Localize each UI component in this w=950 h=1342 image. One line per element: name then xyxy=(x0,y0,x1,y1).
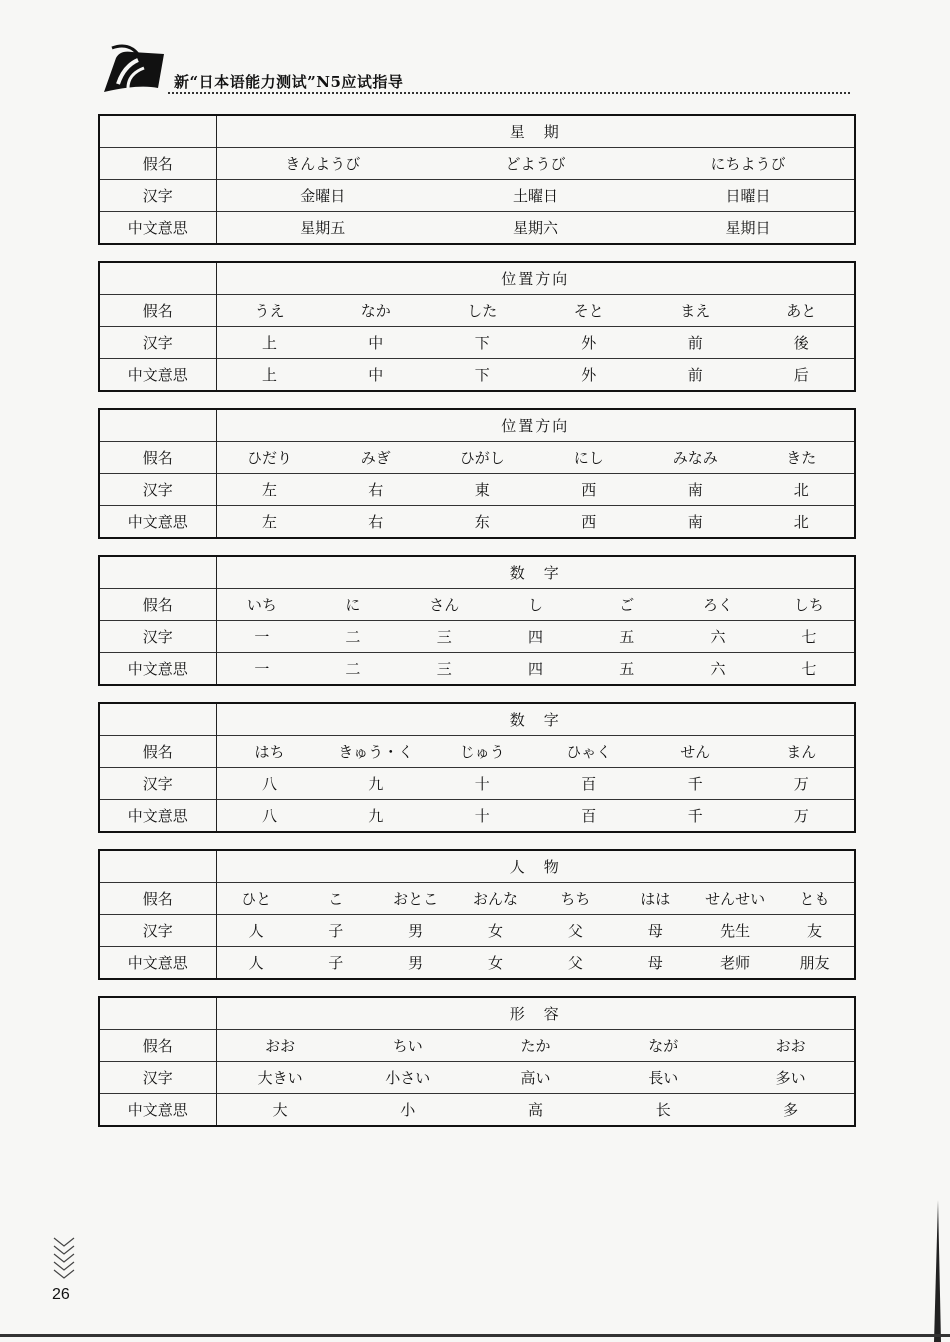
table-row-kana xyxy=(99,1030,855,1062)
table-title-row xyxy=(99,997,855,1030)
row-label-kanji: 汉字 xyxy=(99,180,216,212)
kanji-cell: 右 xyxy=(323,474,430,506)
kanji-cell: 女 xyxy=(456,915,536,947)
kana-cell: なが xyxy=(599,1030,727,1062)
page-header xyxy=(98,44,850,96)
table-row-meaning xyxy=(99,800,855,833)
kanji-cell: 長い xyxy=(599,1062,727,1094)
page-edge-decoration xyxy=(934,1200,942,1342)
meaning-cell: 北 xyxy=(749,506,856,539)
table-row-kanji xyxy=(99,768,855,800)
kanji-cell: 六 xyxy=(672,621,763,653)
table-title-row xyxy=(99,115,855,148)
table-title-row xyxy=(99,850,855,883)
table-row-meaning xyxy=(99,653,855,686)
meaning-cell: 长 xyxy=(599,1094,727,1127)
table-row-kana xyxy=(99,736,855,768)
vocabulary-tables xyxy=(98,114,856,1143)
kana-cell: きゅう・く xyxy=(323,736,430,768)
row-label-kana: 假名 xyxy=(99,295,216,327)
row-label-meaning: 中文意思 xyxy=(99,947,216,980)
row-label-kanji: 汉字 xyxy=(99,474,216,506)
kanji-cell: 十 xyxy=(429,768,536,800)
meaning-cell: 小 xyxy=(344,1094,472,1127)
kana-cell: うえ xyxy=(216,295,323,327)
row-label-kana: 假名 xyxy=(99,148,216,180)
table-row-kanji xyxy=(99,1062,855,1094)
kana-cell: ひゃく xyxy=(536,736,643,768)
vocab-table xyxy=(98,996,856,1127)
kana-cell: ちい xyxy=(344,1030,472,1062)
meaning-cell: 后 xyxy=(749,359,856,392)
table-title: 人 物 xyxy=(216,850,855,883)
meaning-cell: 人 xyxy=(216,947,296,980)
kanji-cell: 西 xyxy=(536,474,643,506)
kanji-cell: 七 xyxy=(764,621,855,653)
meaning-cell: 七 xyxy=(764,653,855,686)
chevron-down-icon xyxy=(52,1236,76,1282)
kana-cell: せん xyxy=(642,736,749,768)
kanji-cell: 後 xyxy=(749,327,856,359)
meaning-cell: 九 xyxy=(323,800,430,833)
row-label-kanji: 汉字 xyxy=(99,1062,216,1094)
row-label-meaning: 中文意思 xyxy=(99,800,216,833)
table-row-meaning xyxy=(99,359,855,392)
kanji-cell: 外 xyxy=(536,327,643,359)
kana-cell: にちようび xyxy=(642,148,855,180)
meaning-cell: 三 xyxy=(399,653,490,686)
vocab-table xyxy=(98,261,856,392)
table-row-kana xyxy=(99,148,855,180)
kanji-cell: 父 xyxy=(536,915,616,947)
vocab-table xyxy=(98,408,856,539)
empty-label-cell xyxy=(99,850,216,883)
empty-label-cell xyxy=(99,262,216,295)
meaning-cell: 一 xyxy=(216,653,307,686)
kanji-cell: 多い xyxy=(727,1062,855,1094)
kana-cell: きんようび xyxy=(216,148,429,180)
kana-cell: ちち xyxy=(536,883,616,915)
kana-cell: おお xyxy=(727,1030,855,1062)
kana-cell: にし xyxy=(536,442,643,474)
table-row-meaning xyxy=(99,947,855,980)
table-title: 形 容 xyxy=(216,997,855,1030)
kana-cell: みなみ xyxy=(642,442,749,474)
meaning-cell: 高 xyxy=(472,1094,600,1127)
kanji-cell: 子 xyxy=(296,915,376,947)
meaning-cell: 星期五 xyxy=(216,212,429,245)
kanji-cell: 高い xyxy=(472,1062,600,1094)
kana-cell: たか xyxy=(472,1030,600,1062)
meaning-cell: 左 xyxy=(216,506,323,539)
table-row-kanji xyxy=(99,327,855,359)
table-title-row xyxy=(99,409,855,442)
book-logo-icon xyxy=(98,44,168,94)
vocab-table xyxy=(98,849,856,980)
kana-cell: ひと xyxy=(216,883,296,915)
table-title: 位置方向 xyxy=(216,409,855,442)
kana-cell: に xyxy=(307,589,398,621)
kanji-cell: 八 xyxy=(216,768,323,800)
row-label-meaning: 中文意思 xyxy=(99,1094,216,1127)
meaning-cell: 六 xyxy=(672,653,763,686)
empty-label-cell xyxy=(99,556,216,589)
empty-label-cell xyxy=(99,115,216,148)
kana-cell: した xyxy=(429,295,536,327)
kana-cell: ひがし xyxy=(429,442,536,474)
row-label-kana: 假名 xyxy=(99,589,216,621)
kana-cell: とも xyxy=(775,883,855,915)
meaning-cell: 万 xyxy=(749,800,856,833)
table-row-kanji xyxy=(99,621,855,653)
kanji-cell: 金曜日 xyxy=(216,180,429,212)
kana-cell: あと xyxy=(749,295,856,327)
meaning-cell: 男 xyxy=(376,947,456,980)
kanji-cell: 中 xyxy=(323,327,430,359)
kana-cell: しち xyxy=(764,589,855,621)
meaning-cell: 十 xyxy=(429,800,536,833)
meaning-cell: 二 xyxy=(307,653,398,686)
table-title-row xyxy=(99,262,855,295)
kana-cell: し xyxy=(490,589,581,621)
row-label-kana: 假名 xyxy=(99,442,216,474)
table-row-kana xyxy=(99,295,855,327)
table-title: 位置方向 xyxy=(216,262,855,295)
kanji-cell: 友 xyxy=(775,915,855,947)
kana-cell: きた xyxy=(749,442,856,474)
meaning-cell: 外 xyxy=(536,359,643,392)
row-label-meaning: 中文意思 xyxy=(99,212,216,245)
kanji-cell: 二 xyxy=(307,621,398,653)
kana-cell: まん xyxy=(749,736,856,768)
kana-cell: さん xyxy=(399,589,490,621)
kanji-cell: 五 xyxy=(581,621,672,653)
row-label-kana: 假名 xyxy=(99,736,216,768)
meaning-cell: 女 xyxy=(456,947,536,980)
meaning-cell: 八 xyxy=(216,800,323,833)
kana-cell: じゅう xyxy=(429,736,536,768)
kanji-cell: 四 xyxy=(490,621,581,653)
kanji-cell: 一 xyxy=(216,621,307,653)
meaning-cell: 母 xyxy=(615,947,695,980)
meaning-cell: 父 xyxy=(536,947,616,980)
kanji-cell: 万 xyxy=(749,768,856,800)
kanji-cell: 母 xyxy=(615,915,695,947)
meaning-cell: 下 xyxy=(429,359,536,392)
table-row-meaning xyxy=(99,1094,855,1127)
table-row-kana xyxy=(99,883,855,915)
row-label-kanji: 汉字 xyxy=(99,327,216,359)
table-title-row xyxy=(99,703,855,736)
kana-cell: おとこ xyxy=(376,883,456,915)
table-row-kanji xyxy=(99,915,855,947)
meaning-cell: 星期日 xyxy=(642,212,855,245)
table-row-kanji xyxy=(99,474,855,506)
vocab-table xyxy=(98,555,856,686)
kana-cell: まえ xyxy=(642,295,749,327)
header-divider xyxy=(168,92,850,94)
kana-cell: ひだり xyxy=(216,442,323,474)
page-bottom-edge xyxy=(0,1334,950,1337)
table-row-meaning xyxy=(99,506,855,539)
kanji-cell: 三 xyxy=(399,621,490,653)
kana-cell: こ xyxy=(296,883,376,915)
kanji-cell: 百 xyxy=(536,768,643,800)
meaning-cell: 千 xyxy=(642,800,749,833)
meaning-cell: 大 xyxy=(216,1094,344,1127)
meaning-cell: 五 xyxy=(581,653,672,686)
kana-cell: はは xyxy=(615,883,695,915)
table-row-kana xyxy=(99,442,855,474)
table-title: 数 字 xyxy=(216,703,855,736)
meaning-cell: 中 xyxy=(323,359,430,392)
kana-cell: みぎ xyxy=(323,442,430,474)
meaning-cell: 朋友 xyxy=(775,947,855,980)
kanji-cell: 東 xyxy=(429,474,536,506)
meaning-cell: 南 xyxy=(642,506,749,539)
row-label-meaning: 中文意思 xyxy=(99,653,216,686)
meaning-cell: 前 xyxy=(642,359,749,392)
row-label-meaning: 中文意思 xyxy=(99,359,216,392)
kanji-cell: 北 xyxy=(749,474,856,506)
header-title: 新“日本语能力测试”N5应试指导 xyxy=(174,73,404,91)
empty-label-cell xyxy=(99,409,216,442)
kana-cell: せんせい xyxy=(695,883,775,915)
kana-cell: ろく xyxy=(672,589,763,621)
kanji-cell: 先生 xyxy=(695,915,775,947)
table-title-row xyxy=(99,556,855,589)
row-label-kana: 假名 xyxy=(99,883,216,915)
empty-label-cell xyxy=(99,997,216,1030)
meaning-cell: 老师 xyxy=(695,947,775,980)
kanji-cell: 土曜日 xyxy=(429,180,642,212)
vocab-table xyxy=(98,114,856,245)
kanji-cell: 下 xyxy=(429,327,536,359)
kana-cell: いち xyxy=(216,589,307,621)
meaning-cell: 多 xyxy=(727,1094,855,1127)
meaning-cell: 百 xyxy=(536,800,643,833)
table-title: 星 期 xyxy=(216,115,855,148)
kana-cell: はち xyxy=(216,736,323,768)
kana-cell: おんな xyxy=(456,883,536,915)
page-number: 26 xyxy=(52,1286,70,1303)
kanji-cell: 上 xyxy=(216,327,323,359)
kana-cell: そと xyxy=(536,295,643,327)
table-title: 数 字 xyxy=(216,556,855,589)
table-row-meaning xyxy=(99,212,855,245)
vocab-table xyxy=(98,702,856,833)
meaning-cell: 西 xyxy=(536,506,643,539)
meaning-cell: 子 xyxy=(296,947,376,980)
meaning-cell: 上 xyxy=(216,359,323,392)
table-row-kanji xyxy=(99,180,855,212)
kanji-cell: 大きい xyxy=(216,1062,344,1094)
kana-cell: ご xyxy=(581,589,672,621)
kana-cell: なか xyxy=(323,295,430,327)
row-label-kana: 假名 xyxy=(99,1030,216,1062)
kanji-cell: 前 xyxy=(642,327,749,359)
kana-cell: どようび xyxy=(429,148,642,180)
kana-cell: おお xyxy=(216,1030,344,1062)
kanji-cell: 小さい xyxy=(344,1062,472,1094)
meaning-cell: 星期六 xyxy=(429,212,642,245)
empty-label-cell xyxy=(99,703,216,736)
kanji-cell: 九 xyxy=(323,768,430,800)
row-label-meaning: 中文意思 xyxy=(99,506,216,539)
kanji-cell: 左 xyxy=(216,474,323,506)
table-row-kana xyxy=(99,589,855,621)
row-label-kanji: 汉字 xyxy=(99,621,216,653)
kanji-cell: 千 xyxy=(642,768,749,800)
kanji-cell: 男 xyxy=(376,915,456,947)
kanji-cell: 人 xyxy=(216,915,296,947)
row-label-kanji: 汉字 xyxy=(99,915,216,947)
kanji-cell: 日曜日 xyxy=(642,180,855,212)
kanji-cell: 南 xyxy=(642,474,749,506)
meaning-cell: 东 xyxy=(429,506,536,539)
meaning-cell: 四 xyxy=(490,653,581,686)
meaning-cell: 右 xyxy=(323,506,430,539)
row-label-kanji: 汉字 xyxy=(99,768,216,800)
